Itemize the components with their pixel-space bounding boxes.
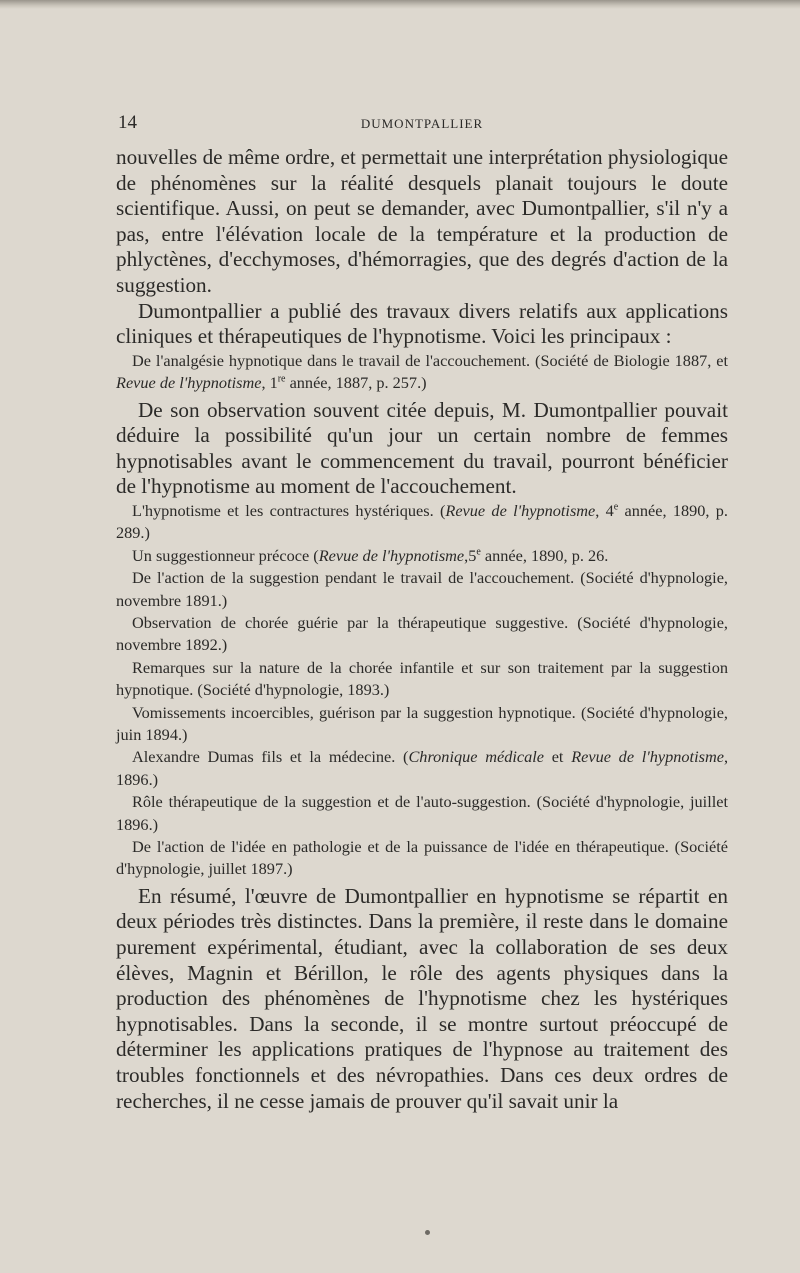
superscript: re — [277, 373, 286, 385]
reference-text: , 1896.) — [116, 747, 729, 789]
reference-text: ,5 — [464, 545, 477, 565]
superscript: e — [476, 546, 481, 558]
reference-entry: Observation de chorée guérie par la thérapeutique suggestive. (Société d'hypnologie, novembre 1892.) — [116, 612, 728, 655]
reference-text: , 1 — [261, 373, 278, 393]
reference-text: Alexandre Dumas fils et la médecine. ( — [132, 747, 409, 767]
reference-text: L'hypnotisme et les contractures hystériques. ( — [132, 500, 446, 520]
journal-title: Revue de l'hypnotisme — [445, 500, 596, 520]
superscript: e — [613, 501, 619, 513]
paragraph: Dumontpallier a publié des travaux divers relatifs aux applications cliniques et thérapeutiques de l'hypnotisme. Voici les principaux : — [116, 298, 728, 349]
reference-entry — [116, 545, 728, 567]
reference-text: , 4 — [595, 500, 614, 520]
reference-entry: De l'action de l'idée en pathologie et de la puissance de l'idée en thérapeutique. (Société d'hypnologie, juillet 1897.) — [116, 837, 728, 879]
paragraph: De son observation souvent citée depuis, M. Dumontpallier pouvait déduire la possibilité qu'un jour un certain nombre de femmes hypnotisables avant le commencement du travail, pourront bénéficier de l'hypnotisme au moment de l'accouchement. — [116, 397, 728, 499]
reference-text: année, 1890, p. 289.) — [116, 500, 728, 543]
reference-text: année, 1890, p. 26. — [480, 545, 609, 565]
page-speck — [425, 1230, 430, 1235]
page-top-edge — [0, 0, 800, 9]
reference-entry — [116, 500, 728, 545]
running-head: DUMONTPALLIER — [360, 116, 484, 131]
reference-text: De l'analgésie hypnotique dans le travail de l'accouchement. (Société de Biologie 1887, et — [132, 350, 728, 370]
paragraph: nouvelles de même ordre, et permettait une interprétation physiologique de phénomènes sur la réalité desquels planait toujours le doute scientifique. Aussi, on peut se demander, avec Dumontpallier, s'il n'y a pas, entre l'élévation locale de la température et la production de phlyctènes, d'ecchymoses, d'hémorragies, que des degrés d'action de la suggestion. — [116, 145, 728, 297]
page-header — [118, 112, 726, 136]
reference-entry: Rôle thérapeutique de la suggestion et de l'auto-suggestion. (Société d'hypnologie, juillet 1896.) — [116, 792, 728, 834]
reference-entry: Remarques sur la nature de la chorée infantile et sur son traitement par la suggestion hypnotique. (Société d'hypnologie, 1893.) — [116, 657, 728, 700]
reference-text: année, 1887, p. 257.) — [285, 373, 427, 393]
journal-title: Revue de l'hypnotisme — [571, 747, 724, 767]
reference-text: et — [543, 747, 572, 767]
journal-title: Chronique médicale — [408, 747, 544, 767]
journal-title: Revue de l'hypnotisme — [116, 373, 262, 393]
reference-entry: De l'action de la suggestion pendant le travail de l'accouchement. (Société d'hypnologie, novembre 1891.) — [116, 568, 728, 610]
reference-entry — [116, 350, 728, 395]
page-number: 14 — [118, 112, 137, 133]
reference-entry: Vomissements incoercibles, guérison par la suggestion hypnotique. (Société d'hypnologie, juin 1894.) — [116, 702, 728, 744]
paragraph: En résumé, l'œuvre de Dumontpallier en hypnotisme se répartit en deux périodes très distinctes. Dans la première, il reste dans le domaine purement expérimental, étudiant, avec la collaboration de ses deux élèves, Magnin et Bérillon, le rôle des agents physiques dans la production des phénomènes de l'hypnotisme chez les hystériques hypnotisables. Dans la seconde, il se montre surtout préoccupé de déterminer les applications pratiques de l'hypnose au traitement des troubles fonctionnels et des névropathies. Dans ces deux ordres de recherches, il ne cesse jamais de prouver qu'il savait unir la — [116, 883, 728, 1113]
reference-entry — [116, 746, 728, 791]
page-text — [116, 145, 728, 1114]
reference-text: Un suggestionneur précoce ( — [132, 545, 319, 565]
journal-title: Revue de l'hypnotisme — [318, 545, 465, 565]
